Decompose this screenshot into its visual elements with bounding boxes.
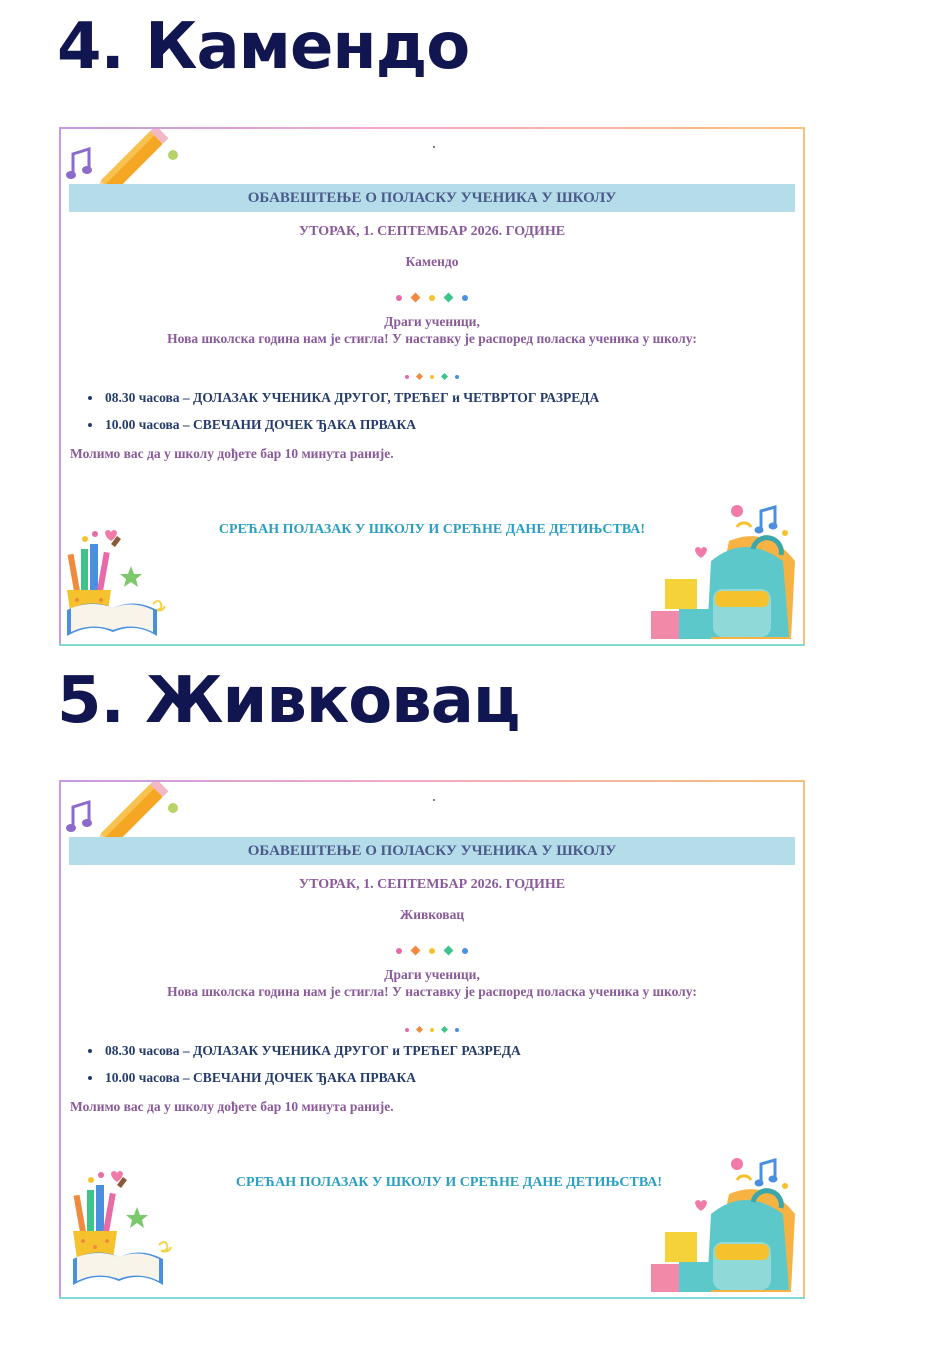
decorative-dots (61, 287, 803, 299)
music-note-icon (755, 1160, 778, 1187)
schedule-list (89, 389, 599, 443)
school-name: Камендо (405, 254, 459, 269)
star-icon (120, 566, 142, 587)
top-dot (433, 799, 435, 801)
school-name: Живковац (399, 907, 465, 922)
arrival-note: Молимо вас да у школу дођете бар 10 минута раније. (70, 446, 394, 461)
backpack-icon (649, 1154, 801, 1296)
notice-banner (69, 184, 795, 212)
pencil-cup-icon (63, 524, 178, 644)
backpack-icon (649, 501, 801, 643)
decorative-dots (61, 940, 803, 952)
open-book-icon (73, 1252, 163, 1285)
schedule-item: • 08.30 часова – ДОЛАЗАК УЧЕНИКА ДРУГОГ, ТРЕЋЕГ и ЧЕТВРТОГ РАЗРЕДА (103, 389, 599, 416)
closing-message: СРЕЋАН ПОЛАЗАК У ШКОЛУ И СРЕЋНЕ ДАНЕ ДЕТИЊСТВА! (235, 1175, 663, 1190)
toy-blocks-icon (651, 1232, 711, 1292)
event-date: УТОРАК, 1. СЕПТЕМБАР 2026. ГОДИНЕ (298, 877, 566, 892)
greeting-line: Драги ученици, (384, 314, 480, 329)
greeting-line: Драги ученици, (384, 967, 480, 982)
section-heading-zivkovac: 5. Живковац (57, 664, 520, 738)
music-note-icon (755, 507, 778, 534)
arrival-note: Молимо вас да у школу дођете бар 10 минута раније. (70, 1099, 394, 1114)
music-note-icon (66, 802, 92, 832)
schedule-list (89, 1042, 521, 1096)
event-date: УТОРАК, 1. СЕПТЕМБАР 2026. ГОДИНЕ (298, 224, 566, 239)
section-heading-kamendo: 4. Камендо (57, 10, 470, 84)
notice-banner (69, 837, 795, 865)
decorative-dots-small (61, 366, 803, 378)
top-dot (433, 146, 435, 148)
pencil-cup-icon (69, 1165, 184, 1293)
schedule-item: • 10.00 часова – СВЕЧАНИ ДОЧЕК ЂАКА ПРВАКА (103, 1069, 521, 1096)
closing-message: СРЕЋАН ПОЛАЗАК У ШКОЛУ И СРЕЋНЕ ДАНЕ ДЕТИЊСТВА! (218, 522, 646, 537)
intro-line: Нова школска година нам је стигла! У наставку је распоред поласка ученика у школу: (167, 331, 697, 346)
banner-title: ОБАВЕШТЕЊЕ О ПОЛАСКУ УЧЕНИКА У ШКОЛУ (247, 843, 617, 859)
heart-icon (695, 1200, 707, 1211)
heart-icon (695, 547, 707, 558)
schedule-item: • 08.30 часова – ДОЛАЗАК УЧЕНИКА ДРУГОГ и ТРЕЋЕГ РАЗРЕДА (103, 1042, 521, 1069)
notice-card-kamendo (59, 127, 805, 646)
star-icon (126, 1207, 148, 1228)
toy-blocks-icon (651, 579, 711, 639)
intro-line: Нова школска година нам је стигла! У наставку је распоред поласка ученика у школу: (167, 984, 697, 999)
decorative-dots-small (61, 1019, 803, 1031)
notice-card-zivkovac (59, 780, 805, 1299)
open-book-icon (67, 603, 157, 636)
music-note-icon (66, 149, 92, 179)
schedule-item: • 10.00 часова – СВЕЧАНИ ДОЧЕК ЂАКА ПРВАКА (103, 416, 599, 443)
banner-title: ОБАВЕШТЕЊЕ О ПОЛАСКУ УЧЕНИКА У ШКОЛУ (247, 190, 617, 206)
